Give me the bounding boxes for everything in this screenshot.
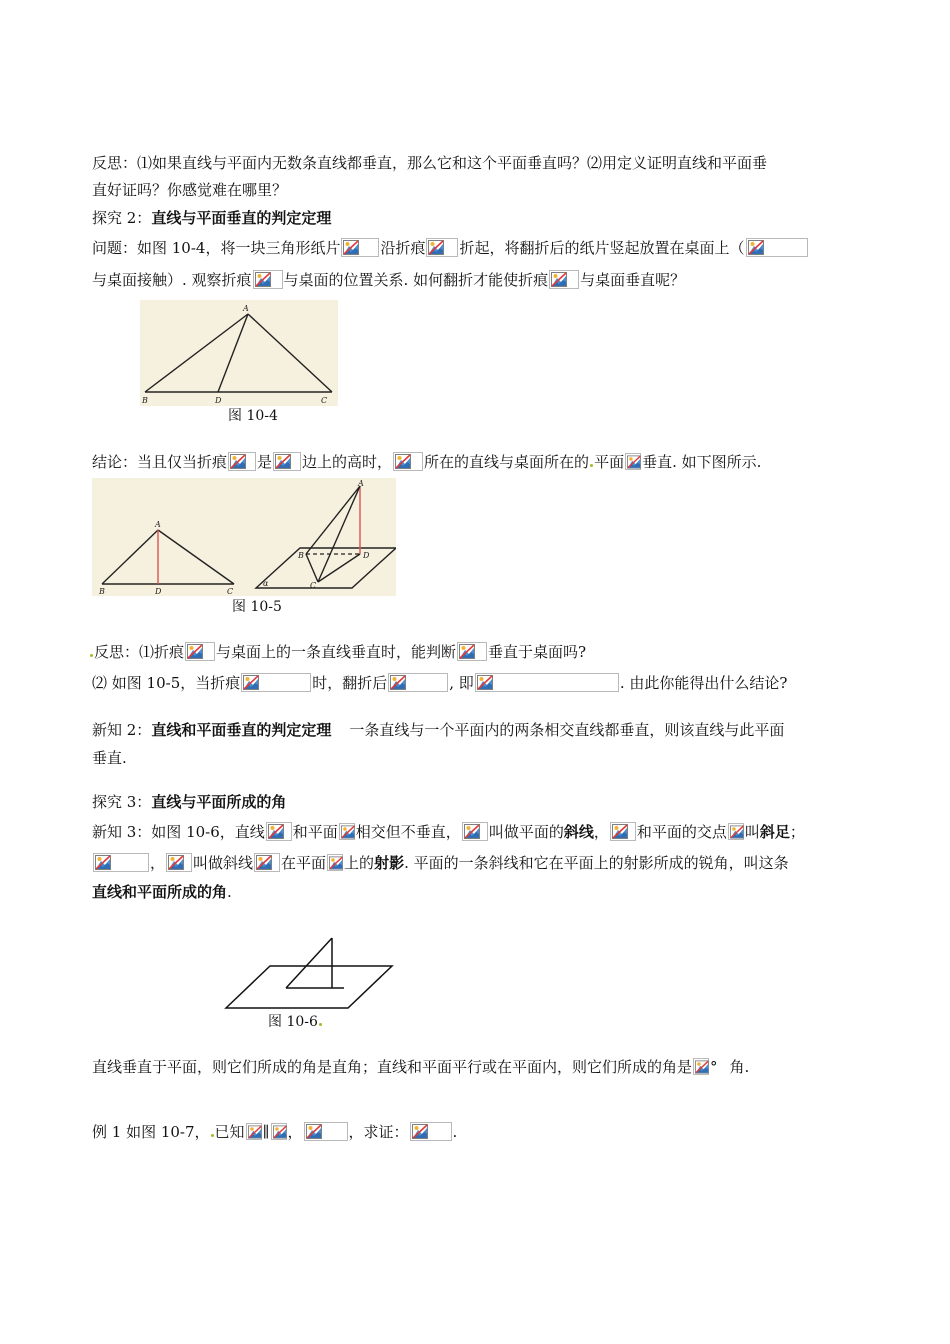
fig5-right-label-a: A xyxy=(358,479,364,488)
conclusion-text-c: 边上的高时， xyxy=(302,453,393,471)
formula-image xyxy=(410,1122,452,1141)
nk3-text-g: 和平面的交点 xyxy=(636,823,727,841)
formula-image xyxy=(254,853,280,872)
formula-image xyxy=(185,642,215,661)
formula-image xyxy=(393,452,423,471)
nk3-text-h: 叫 xyxy=(744,823,760,841)
example-1-text-a: 例 1 如图 10-7， xyxy=(92,1123,210,1141)
example-1-line xyxy=(92,1122,457,1142)
conclusion-line xyxy=(92,452,761,472)
explore-2-title: 直线与平面垂直的判定定理 xyxy=(151,209,332,227)
image-placeholder-icon xyxy=(748,240,764,255)
image-placeholder-icon xyxy=(95,855,111,870)
angle-text-c: 角. xyxy=(729,1058,750,1076)
new-knowledge-3-line-2 xyxy=(92,853,789,873)
figure-10-4-caption: 图 10-4 xyxy=(228,408,278,424)
image-placeholder-icon xyxy=(243,675,259,690)
reflection-2-text-d: ⑵ 如图 10-5，当折痕 xyxy=(92,674,241,692)
image-placeholder-icon xyxy=(627,455,641,469)
formula-image xyxy=(693,1058,709,1075)
bullet-dot xyxy=(90,654,93,657)
example-1-text-e: ，求证： xyxy=(348,1123,409,1141)
nk3-term-projection: 射影 xyxy=(374,854,405,872)
nk3-text-p: . 平面的一条斜线和它在平面上的射影所成的锐角，叫这条 xyxy=(404,854,789,872)
fig4-label-d: D xyxy=(215,396,222,405)
figure-10-5 xyxy=(92,478,396,596)
question-text-e: 与桌面的位置关系. 如何翻折才能使折痕 xyxy=(283,271,549,289)
image-placeholder-icon xyxy=(390,675,406,690)
angle-text-a: 直线垂直于平面，则它们所成的角是直角；直线和平面平行或在平面内，则它们所成的角是 xyxy=(92,1058,693,1076)
figure-10-4 xyxy=(140,300,338,406)
fig4-label-b: B xyxy=(142,396,148,405)
reflection-2-text-a: 反思：⑴折痕 xyxy=(94,643,185,661)
formula-image xyxy=(253,270,283,289)
formula-image xyxy=(462,822,488,841)
reflection-2-text-b: 与桌面上的一条直线垂直时，能判断 xyxy=(216,643,457,661)
figure-10-5-caption: 图 10-5 xyxy=(232,599,282,615)
nk3-text-r: . xyxy=(227,883,232,901)
explore-3-title: 直线与平面所成的角 xyxy=(151,793,287,811)
fig5-right-label-c: C xyxy=(310,581,317,590)
formula-image xyxy=(339,823,355,840)
formula-image xyxy=(625,453,641,470)
new-knowledge-2-line-2: 垂直. xyxy=(92,749,127,767)
image-placeholder-icon xyxy=(329,856,343,870)
conclusion-text-d: 所在的直线与桌面所在的 xyxy=(424,453,590,471)
image-placeholder-icon xyxy=(248,1125,262,1139)
image-placeholder-icon xyxy=(230,454,246,469)
nk3-text-m: 在平面 xyxy=(281,854,327,872)
image-placeholder-icon xyxy=(428,240,444,255)
new-knowledge-2-prefix: 新知 2： xyxy=(92,721,152,739)
image-placeholder-icon xyxy=(551,272,567,287)
image-placeholder-icon xyxy=(168,855,184,870)
conclusion-text-a: 结论：当且仅当折痕 xyxy=(92,453,228,471)
conclusion-text-e: 平面 xyxy=(594,453,625,471)
reflection-2-text-g: . 由此你能得出什么结论? xyxy=(619,674,788,692)
image-placeholder-icon xyxy=(343,240,359,255)
image-placeholder-icon xyxy=(612,824,628,839)
question-line-2 xyxy=(92,270,685,290)
reflection-2-text-f: , 即 xyxy=(449,674,474,692)
fig5-left-label-c: C xyxy=(227,587,234,596)
formula-image xyxy=(273,452,301,471)
formula-image xyxy=(327,854,343,871)
fig5-left-label-b: B xyxy=(99,587,105,596)
fig5-right-label-b: B xyxy=(298,551,304,560)
example-1-text-b: 已知 xyxy=(214,1123,245,1141)
nk3-text-a: 新知 3：如图 10-6，直线 xyxy=(92,823,265,841)
new-knowledge-3-line-1 xyxy=(92,822,805,842)
new-knowledge-2-line-1 xyxy=(92,720,784,740)
formula-image xyxy=(388,673,448,692)
image-placeholder-icon xyxy=(464,824,480,839)
formula-image xyxy=(266,822,292,841)
bullet-dot xyxy=(319,1023,322,1026)
nk3-text-d: 叫做平面的 xyxy=(488,823,564,841)
figure-10-6 xyxy=(222,936,396,1012)
image-placeholder-icon xyxy=(187,644,203,659)
fig4-label-a: A xyxy=(243,304,249,313)
explore-3-prefix: 探究 3： xyxy=(92,793,152,811)
image-placeholder-icon xyxy=(695,1060,709,1074)
formula-image xyxy=(271,1123,287,1140)
explore-2-heading xyxy=(92,208,331,228)
image-placeholder-icon xyxy=(459,644,475,659)
reflection-1-line-2: 直好证吗？你感觉难在哪里？ xyxy=(92,181,288,199)
fig5-left-label-a: A xyxy=(155,520,161,529)
formula-image xyxy=(228,452,256,471)
question-text-c: 折起，将翻折后的纸片竖起放置在桌面上（ xyxy=(459,239,745,257)
new-knowledge-2-text: 一条直线与一个平面内的两条相交直线都垂直，则该直线与此平面 xyxy=(349,721,785,739)
conclusion-text-b: 是 xyxy=(257,453,273,471)
nk3-term-foot: 斜足 xyxy=(759,823,790,841)
fig4-label-c: C xyxy=(321,396,328,405)
formula-image xyxy=(426,238,458,257)
question-text-a: 问题：如图 10-4，将一块三角形纸片 xyxy=(92,239,341,257)
nk3-text-l: 叫做斜线 xyxy=(193,854,254,872)
figure-10-6-caption xyxy=(268,1011,323,1031)
reflection-2-text-e: 时，翻折后 xyxy=(312,674,388,692)
nk3-text-k: ， xyxy=(150,854,166,872)
formula-image xyxy=(246,1123,262,1140)
fig5-right-label-d: D xyxy=(363,551,370,560)
nk3-text-n: 上的 xyxy=(344,854,375,872)
reflection-1-line-1: 反思：⑴如果直线与平面内无数条直线都垂直，那么它和这个平面垂直吗？⑵用定义证明直线和平面垂 xyxy=(92,154,768,172)
reflection-2-line-1 xyxy=(89,642,586,662)
fig5-left-label-d: D xyxy=(155,587,162,596)
question-text-d: 与桌面接触）. 观察折痕 xyxy=(92,271,252,289)
image-placeholder-icon xyxy=(273,1125,287,1139)
image-placeholder-icon xyxy=(275,454,291,469)
explore-3-heading xyxy=(92,792,286,812)
angle-degree: ° xyxy=(710,1058,718,1076)
formula-image xyxy=(475,673,619,692)
new-knowledge-3-line-3 xyxy=(92,882,232,902)
formula-image xyxy=(166,853,192,872)
figure-10-6-caption-text: 图 10-6 xyxy=(268,1014,318,1030)
image-placeholder-icon xyxy=(477,675,493,690)
formula-image xyxy=(341,238,379,257)
nk3-text-j: ； xyxy=(789,823,805,841)
image-placeholder-icon xyxy=(256,855,272,870)
formula-image xyxy=(746,238,808,257)
example-1-parallel: ∥ xyxy=(262,1123,270,1141)
question-text-f: 与桌面垂直呢？ xyxy=(580,271,686,289)
formula-image xyxy=(93,853,149,872)
nk3-text-b: 和平面 xyxy=(292,823,338,841)
fig5-right-label-alpha: α xyxy=(263,579,269,588)
question-line-1 xyxy=(92,238,809,258)
nk3-text-c: 相交但不垂直， xyxy=(355,823,461,841)
new-knowledge-2-title: 直线和平面垂直的判定定理 xyxy=(151,721,332,739)
formula-image xyxy=(304,1122,348,1141)
explore-2-prefix: 探究 2： xyxy=(92,209,152,227)
formula-image xyxy=(610,822,636,841)
nk3-text-f: ， xyxy=(593,823,609,841)
conclusion-text-f: 垂直. 如下图所示. xyxy=(642,453,762,471)
formula-image xyxy=(241,673,311,692)
bullet-dot xyxy=(590,464,593,467)
image-placeholder-icon xyxy=(412,1124,428,1139)
angle-statement xyxy=(92,1057,749,1077)
image-placeholder-icon xyxy=(306,1124,322,1139)
image-placeholder-icon xyxy=(255,272,271,287)
image-placeholder-icon xyxy=(730,825,744,839)
nk3-term-oblique: 斜线 xyxy=(563,823,594,841)
image-placeholder-icon xyxy=(268,824,284,839)
formula-image xyxy=(728,823,744,840)
nk3-term-angle: 直线和平面所成的角 xyxy=(92,883,228,901)
image-placeholder-icon xyxy=(341,825,355,839)
formula-image xyxy=(457,642,487,661)
example-1-text-f: . xyxy=(452,1123,458,1141)
formula-image xyxy=(549,270,579,289)
bullet-dot xyxy=(211,1134,214,1137)
reflection-2-text-c: 垂直于桌面吗? xyxy=(488,643,587,661)
reflection-2-line-2 xyxy=(92,673,787,693)
image-placeholder-icon xyxy=(395,454,411,469)
question-text-b: 沿折痕 xyxy=(380,239,426,257)
example-1-text-d: ， xyxy=(287,1123,303,1141)
